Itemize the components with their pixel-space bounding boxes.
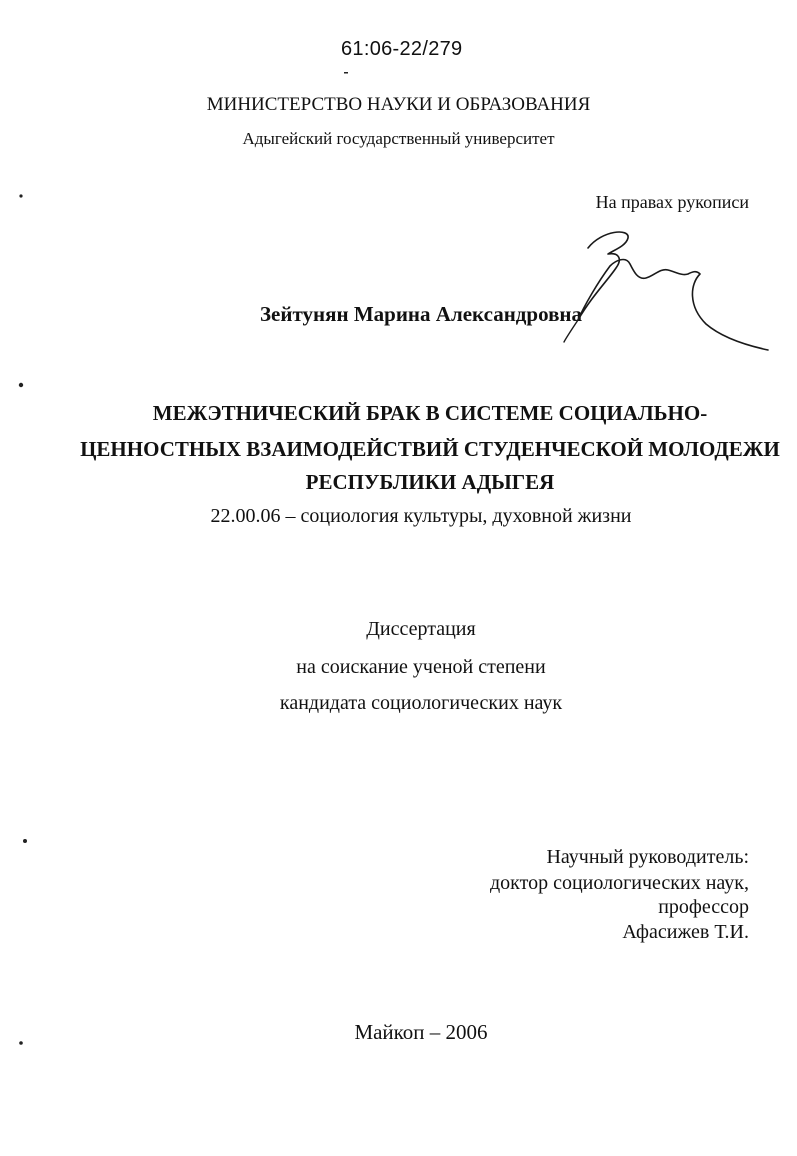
archive-code: 61:06-22/279 (341, 38, 463, 60)
scan-speck-icon (18, 193, 24, 199)
supervisor-rank: профессор (658, 896, 749, 918)
title-line-2: ЦЕННОСТНЫХ ВЗАИМОДЕЙСТВИЙ СТУДЕНЧЕСКОЙ МОЛОДЕЖИ (80, 437, 780, 461)
scan-speck-icon (18, 1040, 24, 1046)
dissertation-degree: кандидата социологических наук (279, 692, 563, 714)
supervisor-name: Афасижев Т.И. (622, 921, 749, 943)
scan-speck-icon (22, 838, 28, 844)
ministry-name: МИНИСТЕРСТВО НАУКИ И ОБРАЗОВАНИЯ (206, 94, 591, 115)
specialty-code: 22.00.06 – социология культуры, духовной жизни (210, 505, 632, 527)
scan-speck-icon (343, 70, 349, 76)
title-line-1: МЕЖЭТНИЧЕСКИЙ БРАК В СИСТЕМЕ СОЦИАЛЬНО- (152, 401, 708, 425)
manuscript-note: На правах рукописи (595, 192, 749, 212)
title-line-3: РЕСПУБЛИКИ АДЫГЕЯ (305, 470, 555, 494)
dissertation-purpose: на соискание ученой степени (296, 656, 546, 678)
city-year: Майкоп – 2006 (354, 1020, 488, 1044)
university-name: Адыгейский государственный университет (242, 129, 555, 148)
dissertation-type: Диссертация (366, 618, 476, 640)
handwritten-signature-icon (530, 220, 770, 360)
author-name: Зейтунян Марина Александровна (259, 302, 583, 326)
scan-speck-icon (18, 382, 24, 388)
supervisor-degree: доктор социологических наук, (489, 872, 749, 894)
supervisor-role: Научный руководитель: (546, 846, 749, 868)
